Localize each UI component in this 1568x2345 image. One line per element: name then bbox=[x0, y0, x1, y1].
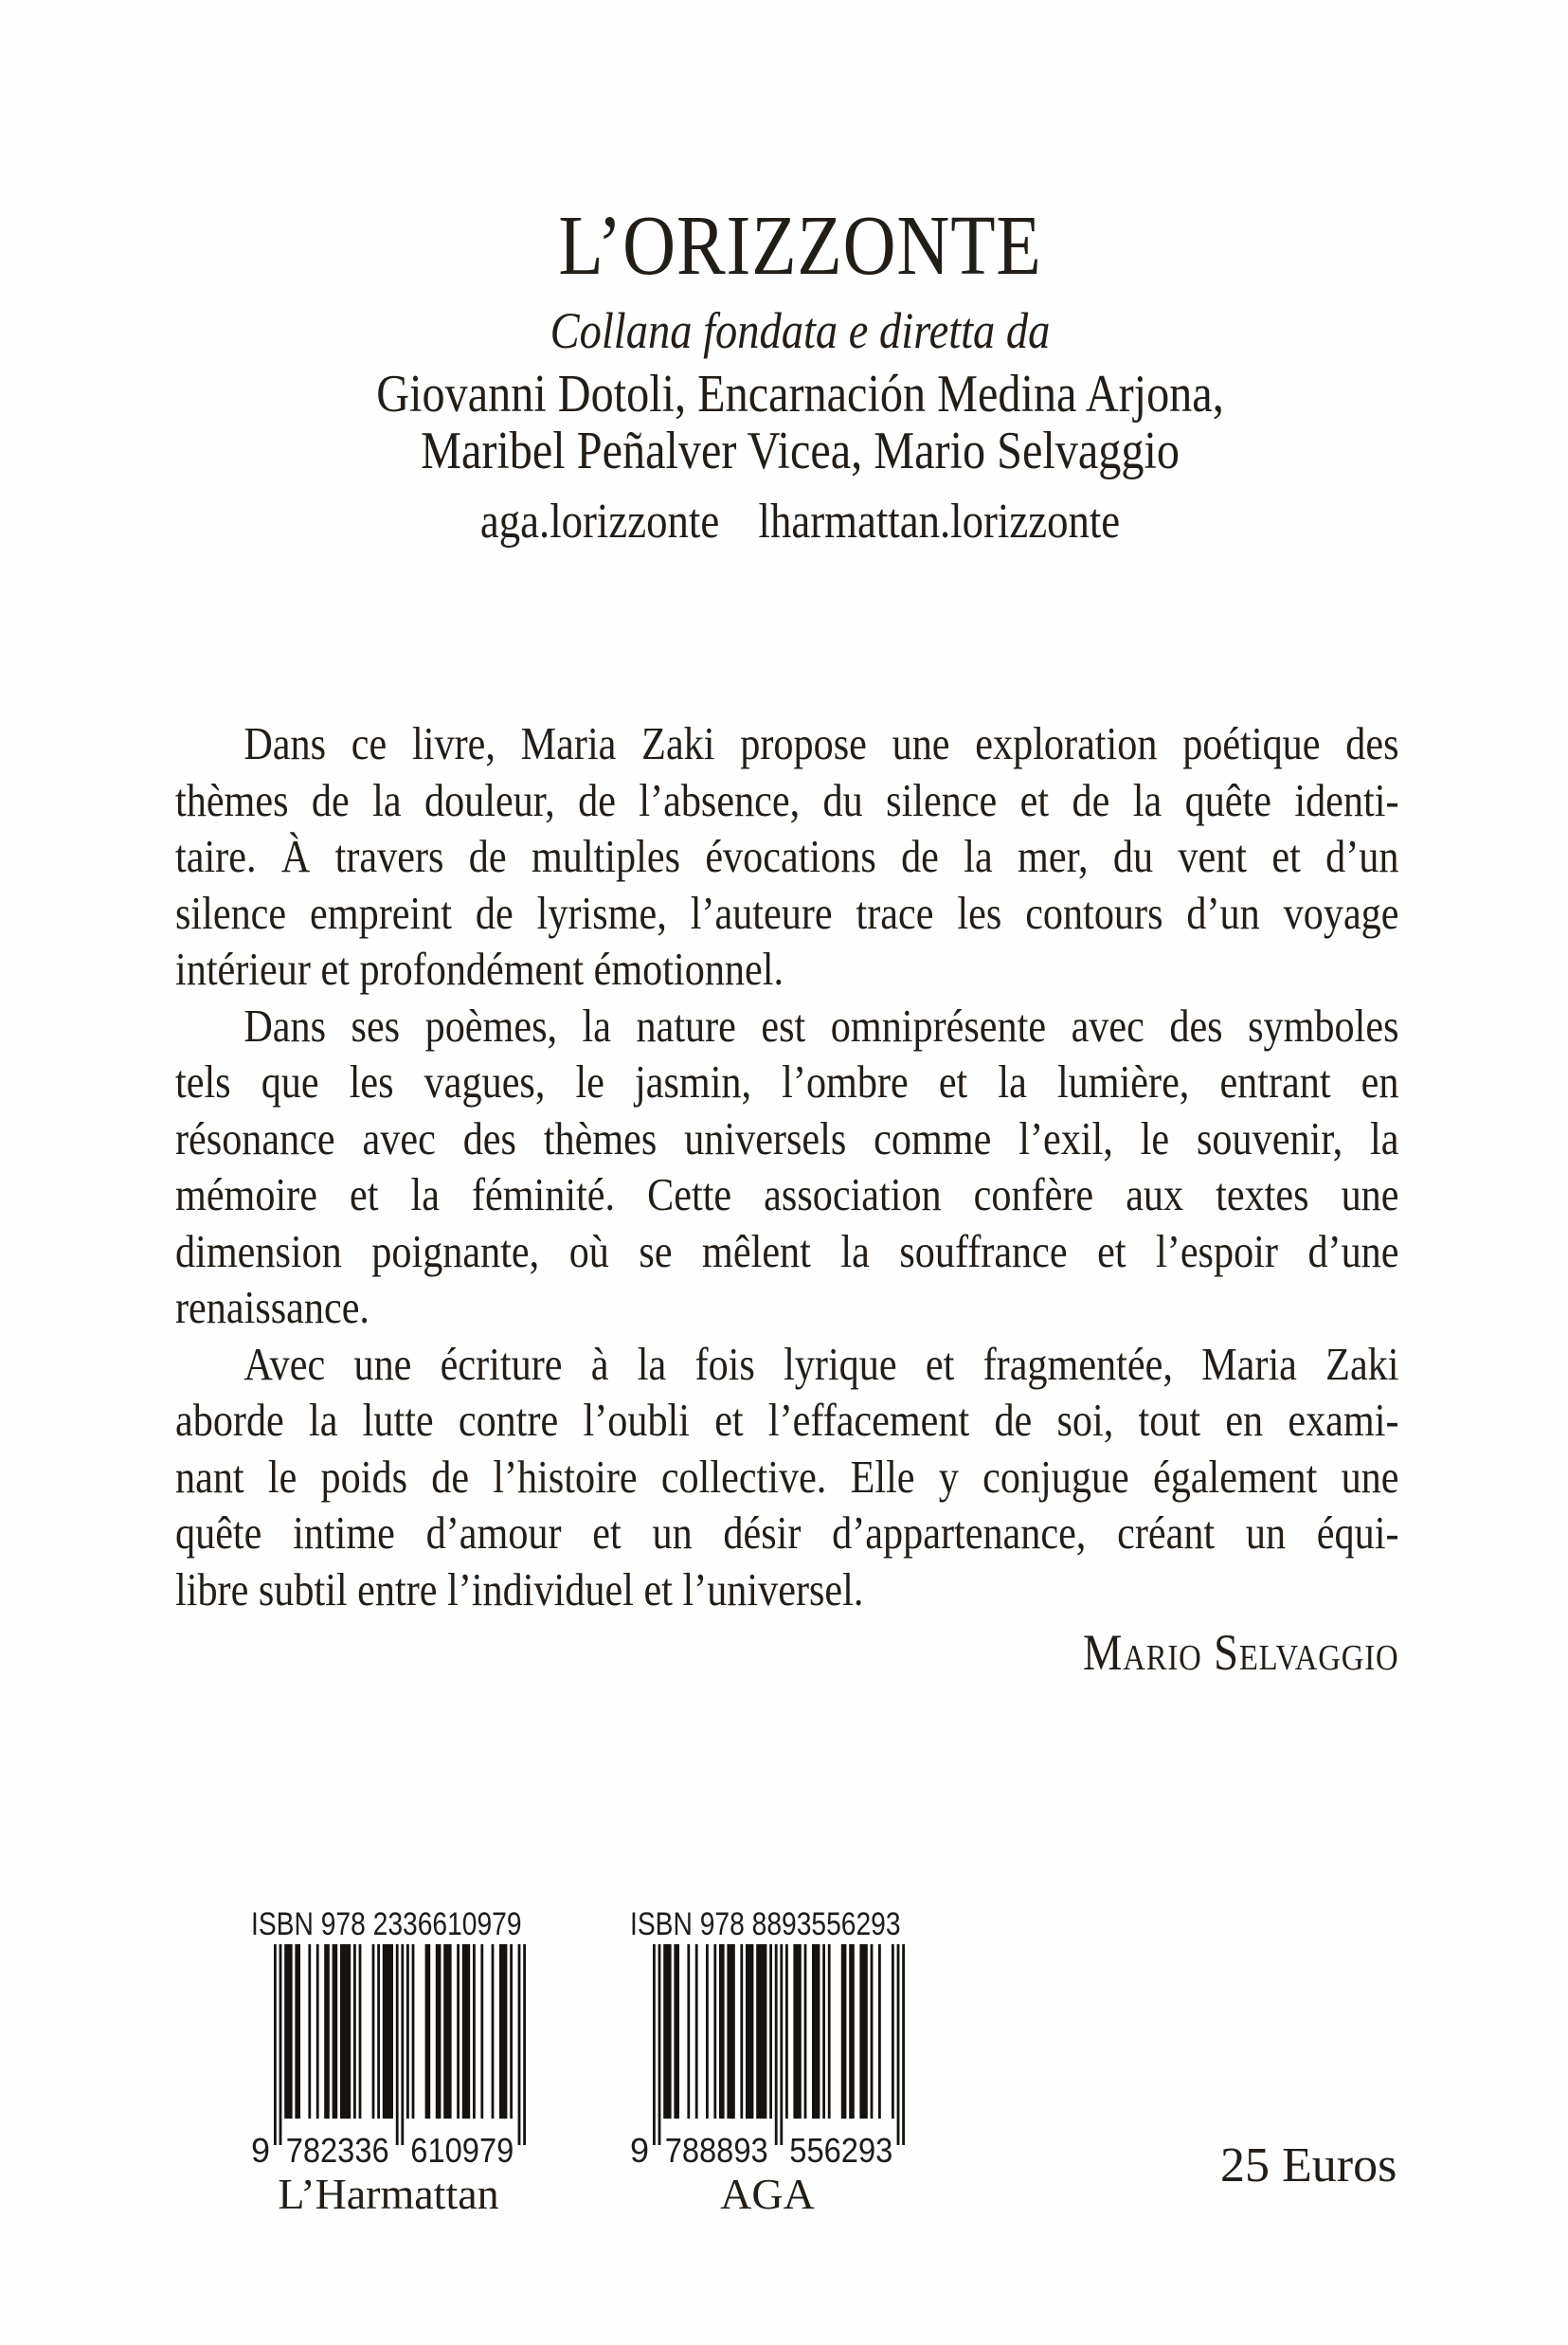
series-links bbox=[175, 495, 1399, 550]
blurb-line: Avec une écriture à la fois lyrique et fragmentée, Maria Zaki bbox=[243, 1337, 1399, 1390]
barcode-block-aga bbox=[630, 1906, 905, 2219]
svg-text:9: 9 bbox=[251, 2131, 271, 2164]
svg-text:556293: 556293 bbox=[789, 2131, 893, 2164]
editors-line-2: Maribel Peñalver Vicea, Mario Selvaggio bbox=[421, 422, 1180, 480]
svg-text:782336: 782336 bbox=[285, 2131, 389, 2164]
svg-text:610979: 610979 bbox=[410, 2131, 514, 2164]
blurb-line: quête intime d’amour et un désir d’appartenance, créant un équi- bbox=[175, 1506, 1399, 1559]
publisher-label: AGA bbox=[720, 2170, 815, 2218]
blurb-line: renaissance. bbox=[175, 1281, 369, 1333]
blurb-line: Dans ses poèmes, la nature est omniprésente avec des symboles bbox=[243, 999, 1399, 1052]
isbn-label: ISBN 978 8893556293 bbox=[630, 1906, 901, 1942]
ean13-barcode-icon bbox=[251, 1944, 526, 2164]
blurb-line: thèmes de la douleur, de l’absence, du silence et de la quête identi- bbox=[175, 773, 1399, 826]
blurb-line: libre subtil entre l’individuel et l’universel. bbox=[175, 1562, 864, 1615]
blurb-line: résonance avec des thèmes universels comme l’exil, le souvenir, la bbox=[175, 1111, 1399, 1164]
editors-line-1: Giovanni Dotoli, Encarnación Medina Arjona, bbox=[376, 365, 1224, 424]
svg-text:788893: 788893 bbox=[664, 2131, 768, 2164]
blurb-line: intérieur et profondément émotionnel. bbox=[175, 943, 784, 995]
link-lharmattan-lorizzonte: lharmattan.lorizzonte bbox=[758, 495, 1121, 549]
blurb bbox=[175, 715, 1399, 1617]
barcode-block-harmattan bbox=[251, 1906, 526, 2219]
link-aga-lorizzonte: aga.lorizzonte bbox=[479, 495, 720, 549]
blurb-line: taire. À travers de multiples évocations de la mer, du vent et d’un bbox=[175, 830, 1399, 882]
publisher-label: L’Harmattan bbox=[278, 2170, 499, 2218]
svg-text:9: 9 bbox=[630, 2131, 650, 2164]
blurb-line: silence empreint de lyrisme, l’auteure trace les contours d’un voyage bbox=[175, 886, 1399, 939]
blurb-line: mémoire et la féminité. Cette association confère aux textes une bbox=[175, 1168, 1399, 1220]
ean13-barcode-icon bbox=[630, 1944, 905, 2164]
series-subtitle: Collana fondata e diretta da bbox=[550, 302, 1051, 359]
series-title: L’ORIZZONTE bbox=[558, 199, 1042, 293]
blurb-line: aborde la lutte contre l’oubli et l’effacement de soi, tout en exami- bbox=[175, 1394, 1399, 1446]
price-label: 25 Euros bbox=[1220, 2138, 1397, 2192]
blurb-line: dimension poignante, où se mêlent la souffrance et l’espoir d’une bbox=[175, 1224, 1399, 1277]
isbn-label: ISBN 978 2336610979 bbox=[251, 1906, 522, 1942]
blurb-line: tels que les vagues, le jasmin, l’ombre et la lumière, entrant en bbox=[175, 1055, 1399, 1108]
blurb-line: Dans ce livre, Maria Zaki propose une exploration poétique des bbox=[243, 717, 1399, 769]
text-column bbox=[175, 0, 1399, 1680]
blurb-line: nant le poids de l’histoire collective. Elle y conjugue également une bbox=[175, 1450, 1399, 1503]
signature: Mario Selvaggio bbox=[1082, 1624, 1399, 1681]
